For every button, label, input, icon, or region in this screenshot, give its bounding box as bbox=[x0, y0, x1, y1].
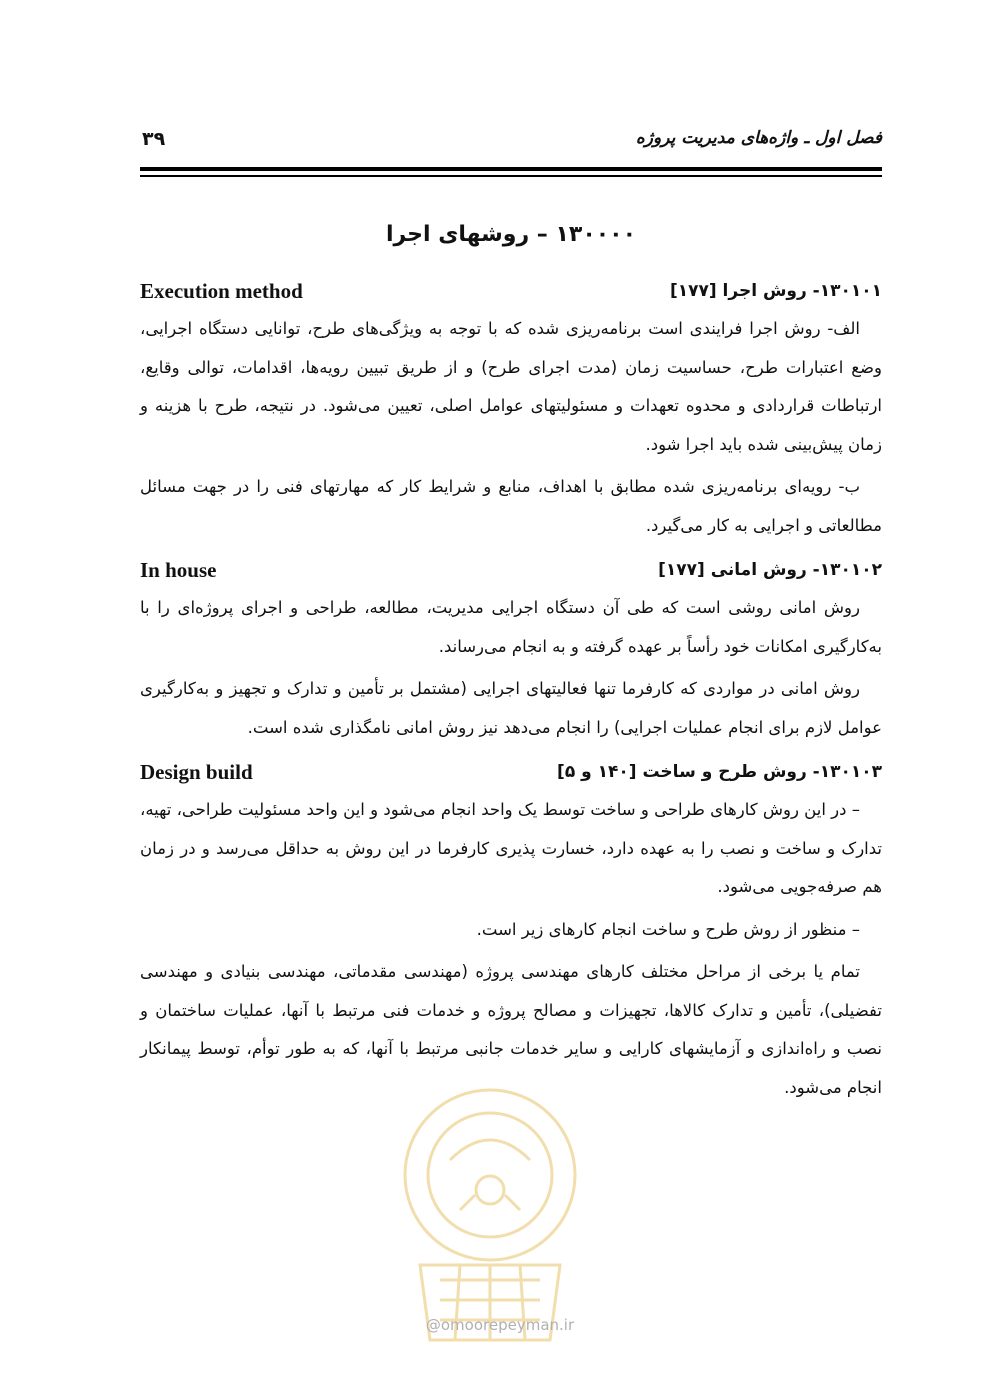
page-number: ۳۹ bbox=[142, 128, 166, 150]
section-title-en: Design build bbox=[140, 759, 253, 784]
paragraph: – منظور از روش طرح و ساخت انجام کارهای زیر است. bbox=[476, 919, 860, 939]
paragraph: ب- رویه‌ای برنامه‌ریزی شده مطابق با اهداف، منابع و شرایط کار که مهارتهای فنی را در جهت مسائل مطالعاتی و اجرایی به کار می‌گیرد. bbox=[140, 477, 882, 535]
chapter-title: فصل اول ـ واژه‌های مدیریت پروژه bbox=[635, 128, 882, 148]
section-title-fa: ۱۳۰۱۰۱- روش اجرا [۱۷۷] bbox=[669, 281, 882, 301]
header-rule-thick bbox=[140, 167, 882, 171]
section-title-fa: ۱۳۰۱۰۲- روش امانی [۱۷۷] bbox=[658, 560, 882, 580]
page-content bbox=[140, 218, 882, 1107]
paragraph: روش امانی روشی است که طی آن دستگاه اجرایی مدیریت، مطالعه، طراحی و اجرای پروژه‌ای را با به‌کارگیری امکانات خود رأساً بر عهده گرفته و به انجام می‌رساند. bbox=[140, 598, 882, 656]
section-execution-method bbox=[140, 274, 882, 545]
section-in-house bbox=[140, 553, 882, 747]
section-title-en: In house bbox=[140, 557, 217, 582]
section-heading bbox=[140, 274, 882, 308]
section-title-en: Execution method bbox=[140, 278, 303, 303]
header-rule-thin bbox=[140, 175, 882, 177]
section-heading bbox=[140, 553, 882, 587]
paragraph: الف- روش اجرا فرایندی است برنامه‌ریزی شده که با توجه به ویژگی‌های طرح، توانایی دستگاه اجرایی، وضع اعتبارات طرح، حساسیت زمان (مدت اجرای طرح) و از طریق تبیین رویه‌ها، اقدامات، توالی وقایع، ارتباطات قراردادی و محدوه تعهدات و مسئولیتهای عوامل اصلی، تعیین می‌شود. در نتیجه، طرح با هزینه و زمان پیش‌بینی شده باید اجرا شود. bbox=[140, 319, 882, 454]
watermark-seal-icon bbox=[390, 1080, 590, 1350]
paragraph: روش امانی در مواردی که کارفرما تنها فعالیتهای اجرایی (مشتمل بر تأمین و تدارک و تجهیز و به‌کارگیری عوامل لازم برای انجام عملیات اجرایی) را انجام می‌دهد نیز روش امانی نامگذاری شده است. bbox=[140, 679, 882, 737]
section-title-fa: ۱۳۰۱۰۳- روش طرح و ساخت [۱۴۰ و ۵] bbox=[557, 762, 882, 782]
main-heading: ۱۳۰۰۰۰ – روشهای اجرا bbox=[385, 222, 637, 247]
page-header bbox=[140, 128, 882, 158]
paragraph: تمام یا برخی از مراحل مختلف کارهای مهندسی پروژه (مهندسی مقدماتی، مهندسی بنیادی و مهندسی تفضیلی)، تأمین و تدارک کالاها، تجهیزات و مصالح پروژه و خدمات فنی مرتبط با آنها، عملیات ساختمان و نصب و راه‌اندازی و آزمایشهای کارایی و سایر خدمات جانبی مرتبط با آنها، که به طور توأم، توسط پیمانکار انجام می‌شود. bbox=[140, 962, 882, 1097]
section-design-build bbox=[140, 755, 882, 1107]
watermark-url: @omoorepeyman.ir bbox=[425, 1316, 575, 1334]
section-heading bbox=[140, 755, 882, 789]
paragraph: – در این روش کارهای طراحی و ساخت توسط یک واحد انجام می‌شود و این واحد مسئولیت طراحی، تهیه، تدارک و ساخت و نصب را به عهده دارد، خسارت پذیری کارفرما در این روش به حداقل می‌رسد و در زمان هم صرفه‌جویی می‌شود. bbox=[140, 800, 882, 896]
